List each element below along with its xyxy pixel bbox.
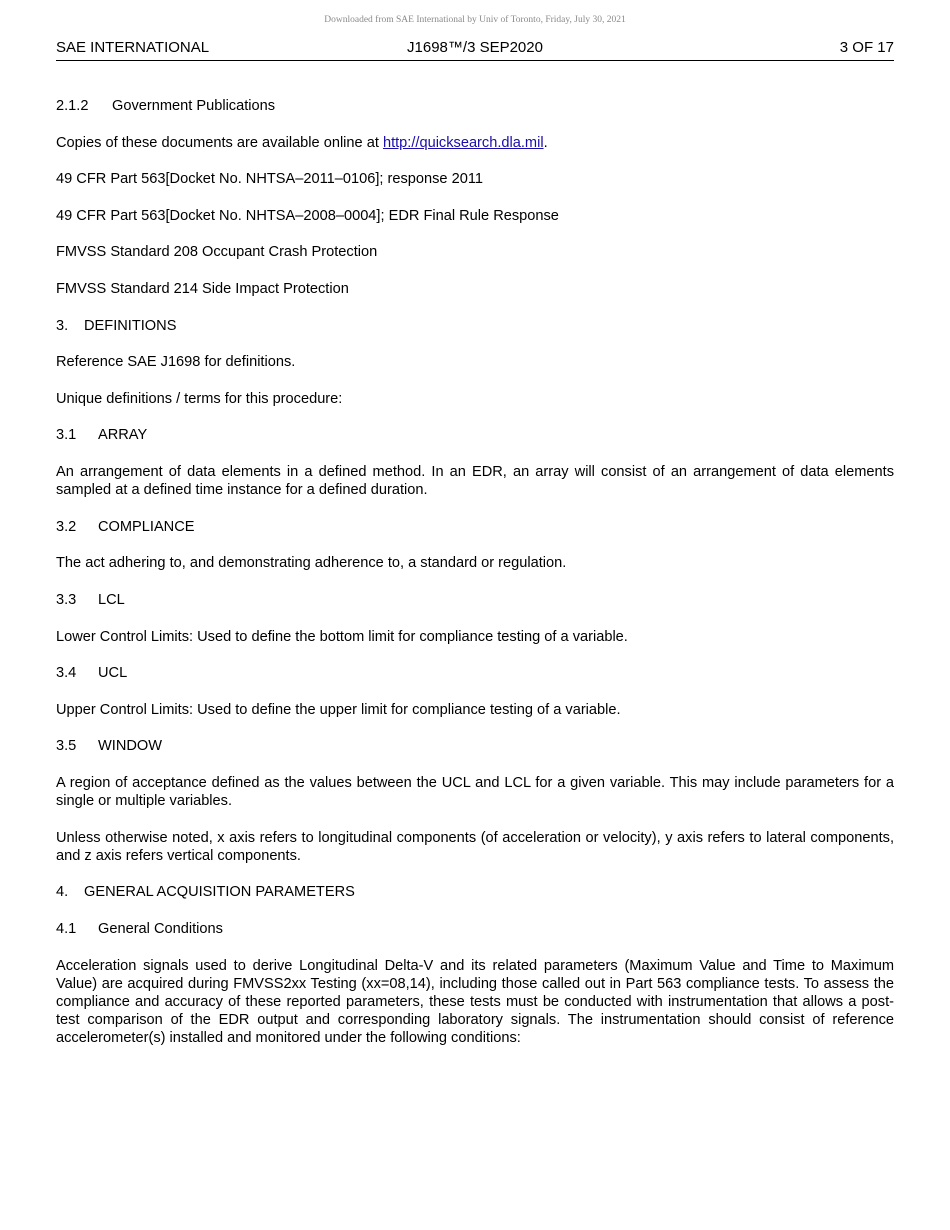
download-watermark: Downloaded from SAE International by Univ of Toronto, Friday, July 30, 2021 [324,15,626,25]
quicksearch-link[interactable]: http://quicksearch.dla.mil [382,134,544,151]
paragraph: Reference SAE J1698 for definitions. [56,354,296,371]
section-title: General Conditions [98,921,223,938]
page-header [56,38,894,61]
heading-3-3 [56,591,894,609]
reference-item: FMVSS Standard 214 Side Impact Protection [56,280,349,297]
heading-3-4 [56,664,894,682]
heading-3-2 [56,518,894,536]
header-doc-id: J1698™/3 SEP2020 [407,39,543,56]
paragraph: Lower Control Limits: Used to define the bottom limit for compliance testing of a variable. [56,628,628,645]
section-number: 3.2 [56,518,77,535]
paragraph: The act adhering to, and demonstrating adherence to, a standard or regulation. [56,555,567,572]
header-publisher: SAE INTERNATIONAL [56,39,210,56]
section-number: 2.1.2 [56,98,89,114]
section-number: 3.3 [56,591,77,608]
section-number: 3. [56,317,69,334]
section-title: GENERAL ACQUISITION PARAMETERS [84,884,355,901]
heading-4-1 [56,920,894,938]
copies-suffix: . [543,134,548,151]
copies-text: Copies of these documents are available online at [56,134,383,151]
section-title: Government Publications [112,98,276,114]
section-number: 4.1 [56,921,77,938]
paragraph: A region of acceptance defined as the values between the UCL and LCL for a given variable. This may include parameters for a single or multiple variables. [56,774,894,810]
heading-2-1-2 [56,97,894,115]
paragraph: Acceleration signals used to derive Longitudinal Delta-V and its related parameters (Maximum Value and Time to Maximum Value) are acquired during FMVSS2xx Testing (xx=08,14), including those called out in Part 563 compliance tests. To assess the compliance and accuracy of these reported parameters, these tests must be conducted with instrumentation that allows a post-test comparison of the EDR output and corresponding laboratory signals. The instrumentation should consist of reference accelerometer(s) installed and monitored under the following conditions: [56,957,894,1047]
section-title: COMPLIANCE [98,518,195,535]
heading-3 [56,317,894,335]
heading-3-1 [56,426,894,444]
heading-4 [56,883,894,901]
reference-item: 49 CFR Part 563[Docket No. NHTSA–2008–0004]; EDR Final Rule Response [56,207,559,224]
paragraph: Unique definitions / terms for this procedure: [56,390,343,407]
copies-paragraph [56,134,894,152]
reference-item: FMVSS Standard 208 Occupant Crash Protection [56,244,378,261]
section-title: WINDOW [98,738,163,755]
reference-item: 49 CFR Part 563[Docket No. NHTSA–2011–0106]; response 2011 [56,171,483,188]
section-number: 4. [56,884,69,901]
paragraph: An arrangement of data elements in a defined method. In an EDR, an array will consist of an arrangement of data elements sampled at a defined time instance for a defined duration. [56,463,894,499]
section-title: LCL [98,591,125,608]
paragraph: Unless otherwise noted, x axis refers to longitudinal components (of acceleration or velocity), y axis refers to lateral components, and z axis refers vertical components. [56,829,894,864]
section-number: 3.4 [56,665,77,682]
heading-3-5 [56,737,894,755]
section-number: 3.5 [56,738,77,755]
section-title: ARRAY [98,427,148,444]
section-title: UCL [98,665,128,682]
page-body [56,97,894,1066]
section-title: DEFINITIONS [84,317,177,334]
header-page-number: 3 OF 17 [839,39,894,56]
paragraph: Upper Control Limits: Used to define the upper limit for compliance testing of a variable. [56,701,621,718]
section-number: 3.1 [56,427,77,444]
